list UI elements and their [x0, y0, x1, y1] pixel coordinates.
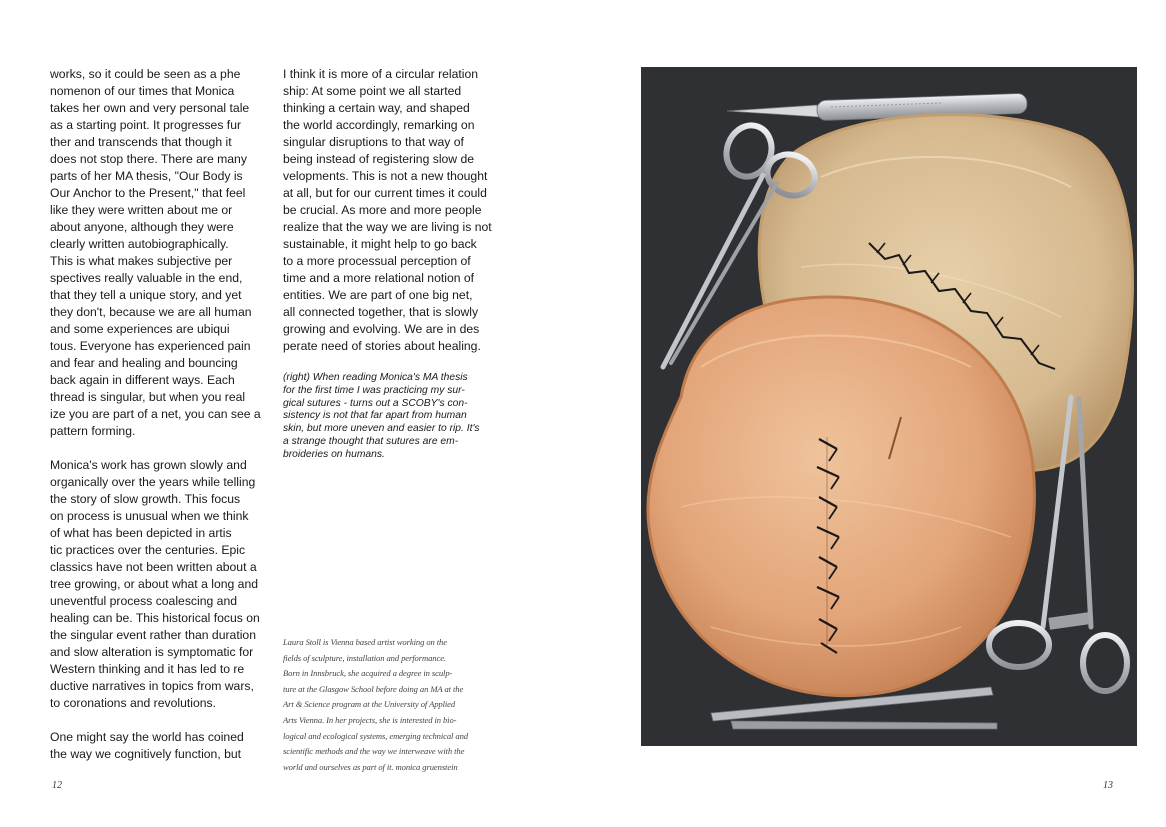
paragraph-3: One might say the world has coined the way we cognitively function, but — [50, 730, 244, 761]
scoby-front — [648, 297, 1035, 696]
scoby-sutures-photo — [641, 67, 1137, 746]
paragraph-4: I think it is more of a circular relation ship: At some point we all started thinking a certain way, and shaped the world accordingly, remarking on singular disruptions to that way of being instead of registering slow de velopments. This is not a new thought at all, but for our current times it could be crucial. As more and more people realize that the way we are living is not sustainable, it might help to go back to a more processual perception of time and a more relational notion of entities. We are part of one big net, all connected together, that is slowly growing and evolving. We are in des perate need of stories about healing. — [283, 67, 492, 353]
page-number-right: 13 — [1103, 780, 1113, 791]
page-number-left: 12 — [52, 780, 62, 791]
paragraph-1: works, so it could be seen as a phe nomenon of our times that Monica takes her own and very personal tale as a starting point. It progresses fur ther and transcends that though it does not stop there. There are many parts of her MA thesis, "Our Body is Our Anchor to the Present," that feel like they were written about me or about anyone, although they were clearly written autobiographically. This is what makes subjective per spectives really valuable in the end, that they tell a unique story, and yet they don't, because we are all human and some experiences are ubiqui tous. Everyone has experienced pain and fear and healing and bouncing back again in different ways. Each thread is singular, but when you real ize you are part of a net, you can see a pattern forming. — [50, 67, 261, 438]
paragraph-2: Monica's work has grown slowly and organically over the years while telling the story of slow growth. This focus on process is unusual when we think of what has been depicted in artis tic practices over the centuries. Epic classics have not been written about a tree growing, or about what a long and uneventful process coalescing and healing can be. This historical focus on the singular event rather than duration and slow alteration is symptomatic for Western thinking and it has led to re ductive narratives in topics from wars, to coronations and revolutions. — [50, 458, 260, 710]
author-bio: Laura Stoll is Vienna based artist working on the fields of sculpture, installation and performance. Born in Innsbruck, she acquired a degree in sculp- ture at the Glasgow School before doing an MA at the Art & Science program at the University of Applied Arts Vienna. In her projects, she is interested in bio- logical and ecological systems, emerging technical and scientific methods and the way we interweave with the world and ourselves as part of it. monica gruenstein — [283, 637, 468, 772]
right-text-column — [283, 66, 501, 462]
left-text-column — [50, 66, 268, 780]
image-caption: (right) When reading Monica's MA thesis for the first time I was practicing my sur- gical sutures - turns out a SCOBY's con- sistency is not that far apart from human skin, but more uneven and easier to rip. It's a strange thought that sutures are em- broideries on humans. — [283, 372, 480, 460]
